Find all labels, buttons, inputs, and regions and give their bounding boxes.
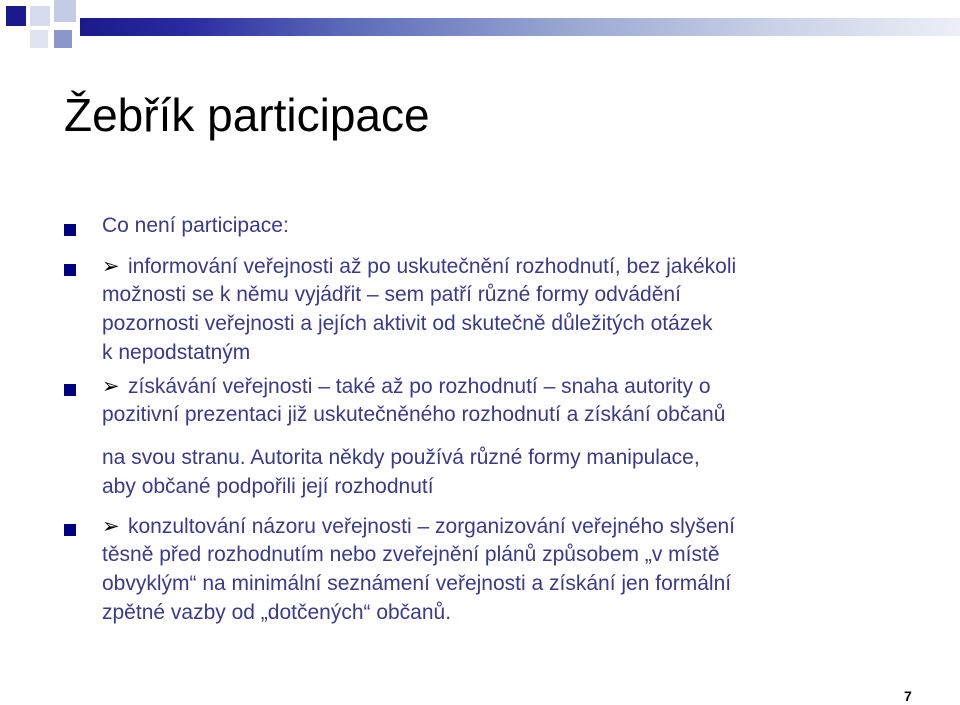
bullet-line: pozornosti veřejnosti a jejích aktivit od skutečně důležitých otázek [102,312,713,335]
bullet-line: na svou stranu. Autorita někdy používá různé formy manipulace, [102,446,700,469]
square-bullet-icon [64,384,76,396]
bullet-line: k nepodstatným [102,341,251,364]
arrow-bullet-icon: ➢ [102,255,120,278]
square-bullet-icon [64,264,76,276]
decor-square [6,6,26,26]
decor-square [54,30,72,48]
arrow-bullet-icon: ➢ [102,375,120,398]
bullet-text: Co není participace: [102,214,289,237]
decor-square [54,0,76,22]
arrow-bullet-icon: ➢ [102,515,120,538]
square-bullet-icon [64,224,76,236]
bullet-line: možnosti se k němu vyjádřit – sem patří různé formy odvádění [102,283,681,306]
decor-square [30,6,50,26]
header-gradient-bar [80,18,960,36]
bullet-line: zpětné vazby od „dotčených“ občanů. [102,601,452,624]
bullet-line: pozitivní prezentaci již uskutečněného rozhodnutí a získání občanů [102,403,726,426]
bullet-line: těsně před rozhodnutím nebo zveřejnění plánů způsobem „v místě [102,543,720,566]
bullet-line: ➢ získávání veřejnosti – také až po rozhodnutí – snaha autority o [102,375,711,398]
bullet-line: aby občané podpořili její rozhodnutí [102,475,434,498]
decor-square [30,30,48,48]
bullet-line: obvyklým“ na minimální seznámení veřejnosti a získání jen formální [102,572,732,595]
page-number: 7 [904,688,912,704]
header-decoration [0,0,960,52]
square-bullet-icon [64,524,76,536]
slide-title: Žebřík participace [64,89,430,141]
bullet-line: ➢ konzultování názoru veřejnosti – zorganizování veřejného slyšení [102,515,736,538]
bullet-line: ➢ informování veřejnosti až po uskutečnění rozhodnutí, bez jakékoli [102,255,737,278]
